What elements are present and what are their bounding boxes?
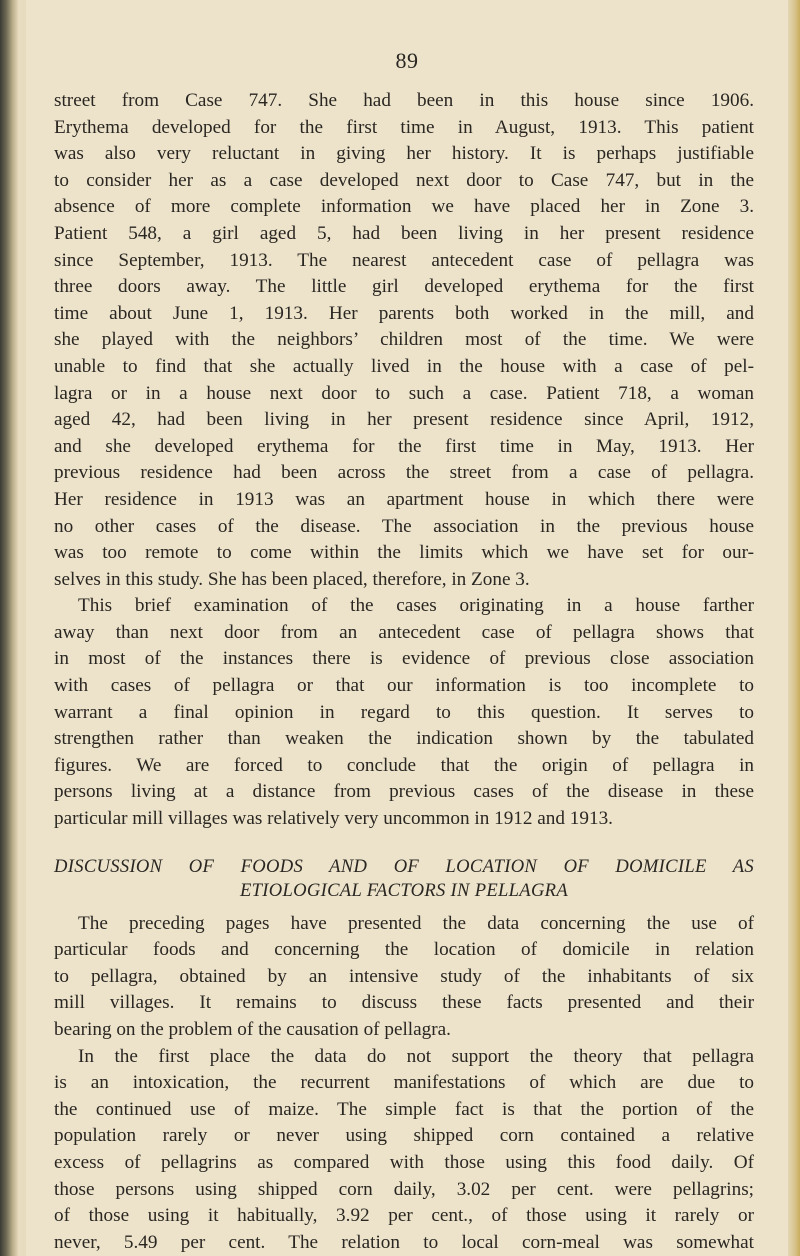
book-page <box>26 0 788 1256</box>
text-line: lagra or in a house next door to such a case. Patient 718, a woman <box>54 382 754 404</box>
text-line: unable to find that she actually lived in the house with a case of pel- <box>54 355 754 377</box>
text-line: she played with the neighbors’ children most of the time. We were <box>54 329 754 351</box>
scan-binding-edge <box>0 0 18 1256</box>
text-line: figures. We are forced to conclude that the origin of pellagra in <box>54 754 754 776</box>
section-heading-line-2: ETIOLOGICAL FACTORS IN PELLAGRA <box>239 879 569 901</box>
text-line: to consider her as a case developed next door to Case 747, but in the <box>54 169 754 191</box>
text-line: bearing on the problem of the causation of pellagra. <box>54 1019 451 1040</box>
paragraph-case-descriptions <box>54 88 754 593</box>
text-line: persons living at a distance from previous cases of the disease in these <box>54 781 754 803</box>
text-line: Patient 548, a girl aged 5, had been living in her present residence <box>54 222 754 244</box>
section-heading-line-1: DISCUSSION OF FOODS AND OF LOCATION OF DOMICILE AS <box>54 855 754 877</box>
text-line: excess of pellagrins as compared with those using this food daily. Of <box>54 1151 754 1173</box>
text-line: to pellagra, obtained by an intensive study of the inhabitants of six <box>54 965 754 987</box>
page-number: 89 <box>395 48 419 73</box>
text-line: mill villages. It remains to discuss these facts presented and their <box>54 992 754 1014</box>
paragraph-preceding-pages <box>54 911 754 1044</box>
text-line: strengthen rather than weaken the indication shown by the tabulated <box>54 728 754 750</box>
text-line: with cases of pellagra or that our information is too incomplete to <box>54 675 754 697</box>
text-line: Her residence in 1913 was an apartment house in which there were <box>54 488 754 510</box>
paragraph-brief-examination <box>54 593 754 832</box>
text-line: In the first place the data do not support the theory that pellagra <box>78 1045 754 1067</box>
text-line: absence of more complete information we have placed her in Zone 3. <box>54 196 754 218</box>
text-line: since September, 1913. The nearest antecedent case of pellagra was <box>54 249 754 271</box>
text-line: Erythema developed for the first time in August, 1913. This patient <box>54 116 754 138</box>
text-line: time about June 1, 1913. Her parents both worked in the mill, and <box>54 302 754 324</box>
text-line: particular foods and concerning the location of domicile in relation <box>54 939 754 961</box>
text-line: particular mill villages was relatively very uncommon in 1912 and 1913. <box>54 808 613 830</box>
text-line: street from Case 747. She had been in this house since 1906. <box>54 90 754 111</box>
text-line: warrant a final opinion in regard to this question. It serves to <box>54 701 754 723</box>
section-heading <box>54 855 754 903</box>
text-line: was too remote to come within the limits which we have set for our- <box>54 542 754 564</box>
text-line: never, 5.49 per cent. The relation to local corn-meal was somewhat <box>54 1231 754 1253</box>
scan-right-edge <box>786 0 800 1256</box>
body-text <box>54 88 754 1256</box>
text-line: was also very reluctant in giving her history. It is perhaps justifiable <box>54 143 754 165</box>
text-line: away than next door from an antecedent case of pellagra shows that <box>54 621 754 643</box>
text-line: and she developed erythema for the first time in May, 1913. Her <box>54 435 754 457</box>
text-line: no other cases of the disease. The association in the previous house <box>54 515 754 537</box>
text-line: the continued use of maize. The simple fact is that the portion of the <box>54 1098 754 1120</box>
text-line: in most of the instances there is evidence of previous close association <box>54 648 754 670</box>
text-line: This brief examination of the cases originating in a house farther <box>78 595 754 617</box>
text-line: population rarely or never using shipped corn contained a relative <box>54 1125 754 1147</box>
paragraph-first-place <box>54 1044 754 1256</box>
text-line: those persons using shipped corn daily, 3.02 per cent. were pellagrins; <box>54 1178 754 1200</box>
text-line: selves in this study. She has been placed, therefore, in Zone 3. <box>54 568 530 590</box>
text-line: three doors away. The little girl developed erythema for the first <box>54 276 754 298</box>
text-line: of those using it habitually, 3.92 per cent., of those using it rarely or <box>54 1205 754 1227</box>
text-line: previous residence had been across the street from a case of pellagra. <box>54 462 754 484</box>
text-line: aged 42, had been living in her present residence since April, 1912, <box>54 409 754 431</box>
text-line: The preceding pages have presented the data concerning the use of <box>78 912 754 934</box>
text-line: is an intoxication, the recurrent manifestations of which are due to <box>54 1072 754 1094</box>
